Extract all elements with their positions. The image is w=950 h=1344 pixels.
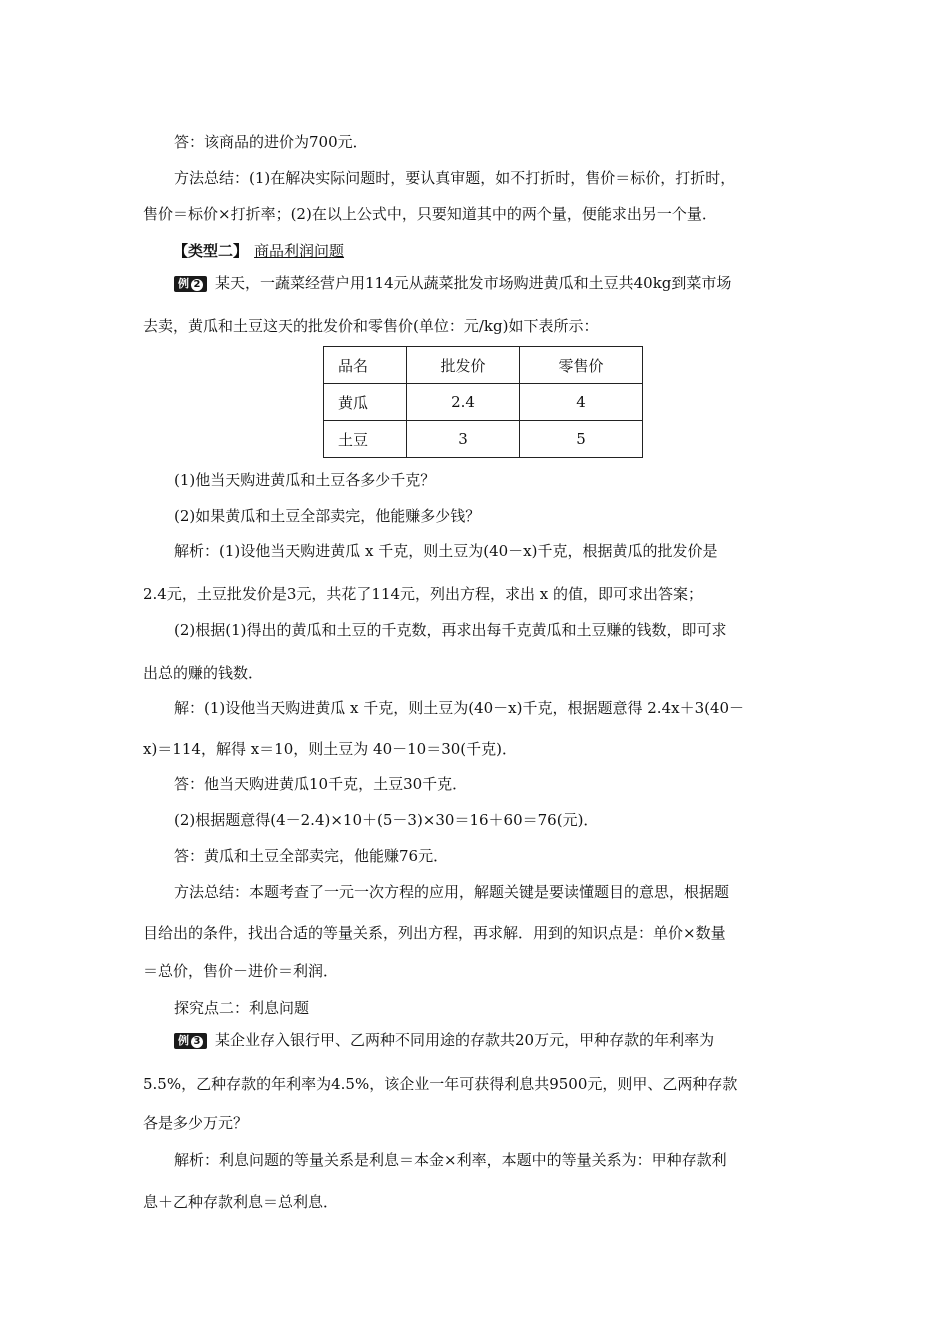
example-3-text: 某企业存入银行甲、乙两种不同用途的存款共20万元，甲种存款的年利率为 [215, 1031, 715, 1049]
section-title: 商品利润问题 [254, 242, 345, 260]
solution-line-3: 答：他当天购进黄瓜10千克，土豆30千克． [174, 775, 468, 793]
table-cell: 2.4 [407, 384, 520, 421]
example-2-line-2: 去卖，黄瓜和土豆这天的批发价和零售价(单位：元/kg)如下表所示： [143, 317, 599, 335]
method-summary-line-1: 方法总结：(1)在解决实际问题时，要认真审题，如不打折时，售价＝标价，打折时， [174, 169, 736, 187]
analysis-line-2: 2.4元，土豆批发价是3元，共花了114元，列出方程，求出 x 的值，即可求出答案； [143, 585, 704, 603]
analysis-line-1: 解析：(1)设他当天购进黄瓜 x 千克，则土豆为(40－x)千克，根据黄瓜的批发价是 [174, 542, 718, 560]
section-type-label: 【类型二】 [173, 242, 249, 260]
method-summary-2-line-3: ＝总价，售价－进价＝利润． [143, 962, 339, 980]
example-badge-icon: 例 2 [174, 276, 207, 292]
section-heading [173, 241, 344, 261]
table-cell: 土豆 [324, 421, 407, 458]
example-badge-icon: 例 3 [174, 1033, 207, 1049]
table-header-cell: 批发价 [407, 347, 520, 384]
solution-line-2: x)＝114，解得 x＝10，则土豆为 40－10＝30(千克)． [143, 740, 517, 758]
table-cell: 5 [520, 421, 643, 458]
interest-analysis-line-2: 息＋乙种存款利息＝总利息． [143, 1193, 339, 1211]
interest-analysis-line-1: 解析：利息问题的等量关系是利息＝本金×利率，本题中的等量关系为：甲种存款利 [174, 1151, 727, 1169]
answer-line: 答：该商品的进价为700元． [174, 133, 368, 151]
table-header-row [324, 347, 643, 384]
example-3-line-3: 各是多少万元？ [143, 1114, 249, 1132]
method-summary-line-2: 售价＝标价×打折率；(2)在以上公式中，只要知道其中的两个量，便能求出另一个量． [143, 205, 717, 223]
example-3-line-1 [174, 1030, 714, 1050]
solution-line-4: (2)根据题意得(4－2.4)×10＋(5－3)×30＝16＋60＝76(元)． [174, 811, 599, 829]
question-2: (2)如果黄瓜和土豆全部卖完，他能赚多少钱？ [174, 507, 481, 525]
solution-line-1: 解：(1)设他当天购进黄瓜 x 千克，则土豆为(40－x)千克，根据题意得 2.4x＋3(40－ [174, 699, 745, 717]
method-summary-2-line-2: 目给出的条件，找出合适的等量关系，列出方程，再求解．用到的知识点是：单价×数量 [143, 924, 726, 942]
analysis-line-3: (2)根据(1)得出的黄瓜和土豆的千克数，再求出每千克黄瓜和土豆赚的钱数，即可求 [174, 621, 727, 639]
table-row [324, 384, 643, 421]
exploration-point-2: 探究点二：利息问题 [174, 999, 310, 1017]
analysis-line-4: 出总的赚的钱数． [143, 664, 264, 682]
table-header-cell: 零售价 [520, 347, 643, 384]
price-table [323, 346, 643, 458]
table-cell: 4 [520, 384, 643, 421]
example-3-line-2: 5.5%，乙种存款的年利率为4.5%，该企业一年可获得利息共9500元，则甲、乙两种存款 [143, 1075, 738, 1093]
solution-line-5: 答：黄瓜和土豆全部卖完，他能赚76元． [174, 847, 449, 865]
example-2-line-1 [174, 273, 731, 293]
table-cell: 3 [407, 421, 520, 458]
table-cell: 黄瓜 [324, 384, 407, 421]
example-2-text: 某天，一蔬菜经营户用114元从蔬菜批发市场购进黄瓜和土豆共40kg到菜市场 [215, 274, 732, 292]
method-summary-2-line-1: 方法总结：本题考查了一元一次方程的应用，解题关键是要读懂题目的意思，根据题 [174, 883, 730, 901]
table-header-cell: 品名 [324, 347, 407, 384]
table-row [324, 421, 643, 458]
question-1: (1)他当天购进黄瓜和土豆各多少千克？ [174, 471, 436, 489]
